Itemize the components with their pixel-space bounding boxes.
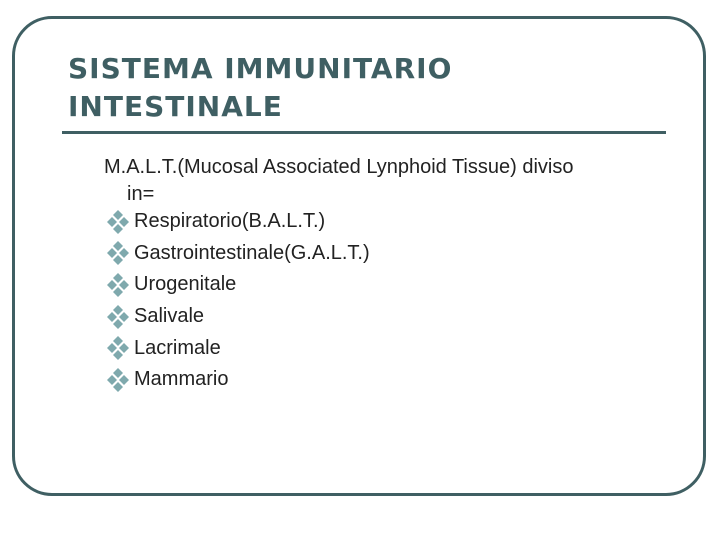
list-item	[104, 206, 370, 238]
list-item-label: Lacrimale	[134, 336, 221, 359]
list-item	[104, 332, 370, 364]
four-diamond-bullet-icon	[104, 210, 132, 234]
list-item	[104, 301, 370, 333]
list-item-label: Urogenitale	[134, 273, 237, 296]
list-item	[104, 269, 370, 301]
intro-line-2: in=	[127, 183, 155, 205]
list-item-label: Mammario	[134, 368, 229, 391]
list-item-label: Gastrointestinale(G.A.L.T.)	[134, 241, 370, 264]
intro-text	[104, 154, 664, 208]
four-diamond-bullet-icon	[104, 368, 132, 392]
list-item-label: Salivale	[134, 305, 205, 328]
slide-title	[68, 50, 668, 126]
slide-title-line-1: SISTEMA IMMUNITARIO	[68, 52, 453, 85]
four-diamond-bullet-icon	[104, 273, 132, 297]
four-diamond-bullet-icon	[104, 336, 132, 360]
four-diamond-bullet-icon	[104, 305, 132, 329]
list-item	[104, 238, 370, 270]
list-item	[104, 364, 370, 396]
title-divider	[62, 131, 666, 134]
slide-title-line-2: INTESTINALE	[68, 90, 283, 123]
four-diamond-bullet-icon	[104, 241, 132, 265]
list-item-label: Respiratorio(B.A.L.T.)	[134, 210, 326, 233]
bullet-list	[104, 206, 370, 396]
intro-line-1: M.A.L.T.(Mucosal Associated Lynphoid Tissue) diviso	[104, 156, 574, 178]
